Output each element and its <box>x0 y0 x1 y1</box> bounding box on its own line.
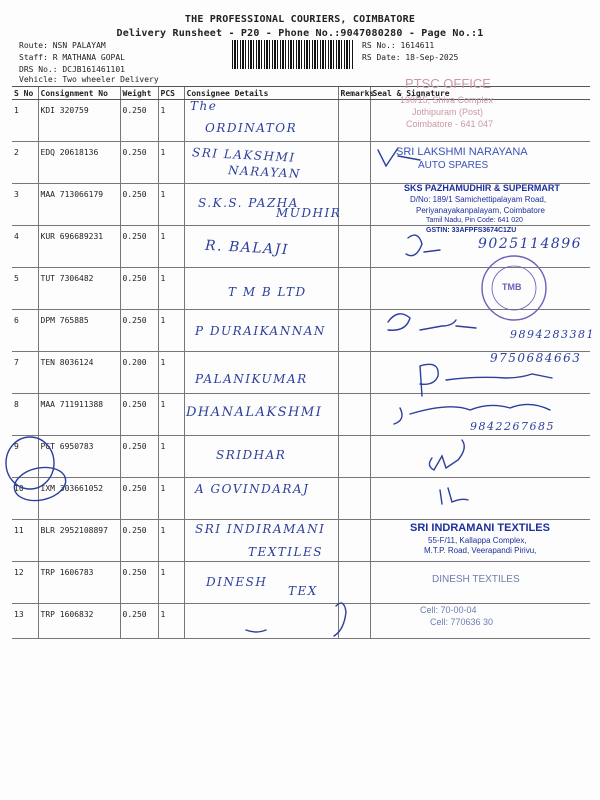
cell-consignment: BLR 2952108897 <box>38 520 120 562</box>
handwriting-row9: SRIDHAR <box>216 448 287 462</box>
cell-consignee <box>184 604 338 639</box>
cell-sno: 5 <box>12 268 38 310</box>
cell-pcs: 1 <box>158 604 184 639</box>
cell-pcs: 1 <box>158 478 184 520</box>
cell-remarks <box>338 226 370 268</box>
handwriting-row7: PALANIKUMAR <box>195 372 308 386</box>
cell-remarks <box>338 520 370 562</box>
stamp-dinesh-line2: Cell: 70-00-04 <box>420 605 477 615</box>
cell-pcs: 1 <box>158 268 184 310</box>
cell-sno: 2 <box>12 142 38 184</box>
handwriting-row3a: S.K.S. PAZHA <box>198 196 299 210</box>
stamp-sks-line3: Periyanayakanpalayam, Coimbatore <box>416 206 545 215</box>
cell-sno: 10 <box>12 478 38 520</box>
cell-pcs: 1 <box>158 142 184 184</box>
stamp-lakshmi-line2: AUTO SPARES <box>418 160 489 171</box>
handwriting-row4: R. BALAJI <box>204 237 290 259</box>
cell-weight: 0.250 <box>120 184 158 226</box>
cell-consignment: TEN 8036124 <box>38 352 120 394</box>
cell-sno: 3 <box>12 184 38 226</box>
cell-weight: 0.200 <box>120 352 158 394</box>
phone-row6: 9894283381 <box>510 328 595 341</box>
cell-remarks <box>338 436 370 478</box>
rs-date: RS Date: 18-Sep-2025 <box>362 53 459 62</box>
handwriting-row11b: TEXTILES <box>248 545 323 559</box>
rs-number: RS No.: 1614611 <box>362 41 435 50</box>
stamp-indramani-line2: 55-F/11, Kallappa Complex, <box>428 536 527 545</box>
cell-weight: 0.250 <box>120 268 158 310</box>
cell-consignment: TUT 7306482 <box>38 268 120 310</box>
cell-pcs: 1 <box>158 310 184 352</box>
cell-signature <box>370 478 590 520</box>
handwriting-row8: DHANALAKSHMI <box>186 405 323 420</box>
stamp-dinesh-line3: Cell: 770636 30 <box>430 617 494 627</box>
stamp-indramani-line1: SRI INDRAMANI TEXTILES <box>410 522 550 534</box>
stamp-sks-line5: GSTIN: 33AFPFS3674C1ZU <box>426 227 517 234</box>
barcode <box>232 40 354 69</box>
cell-consignment: MAA 711911388 <box>38 394 120 436</box>
cell-remarks <box>338 184 370 226</box>
cell-consignment: TRP 1606832 <box>38 604 120 639</box>
cell-sno: 13 <box>12 604 38 639</box>
handwriting-row10: A GOVINDARAJ <box>195 482 310 496</box>
cell-pcs: 1 <box>158 520 184 562</box>
stamp-sks-line4: Tamil Nadu, Pin Code: 641 020 <box>426 217 523 224</box>
stamp-sks-line1: SKS PAZHAMUDHIR & SUPERMART <box>404 183 560 193</box>
cell-sno: 8 <box>12 394 38 436</box>
cell-sno: 12 <box>12 562 38 604</box>
cell-remarks <box>338 352 370 394</box>
cell-remarks <box>338 562 370 604</box>
cell-pcs: 1 <box>158 436 184 478</box>
handwriting-row12b: TEX <box>288 584 318 598</box>
runsheet-title: Delivery Runsheet - P20 - Phone No.:9047080280 - Page No.:1 <box>116 28 484 39</box>
cell-remarks <box>338 604 370 639</box>
cell-remarks <box>338 310 370 352</box>
vehicle-info: Vehicle: Two wheeler Delivery <box>19 75 159 84</box>
handwriting-row1b: ORDINATOR <box>205 121 298 135</box>
stamp-lakshmi-line1: SRI LAKSHMI NARAYANA <box>396 146 528 158</box>
cell-consignment: KUR 696689231 <box>38 226 120 268</box>
header-consignee: Consignee Details <box>184 87 338 100</box>
cell-remarks <box>338 142 370 184</box>
header-weight: Weight <box>120 87 158 100</box>
cell-signature <box>370 268 590 310</box>
cell-weight: 0.250 <box>120 604 158 639</box>
cell-weight: 0.250 <box>120 394 158 436</box>
table-row <box>12 100 590 142</box>
cell-signature <box>370 436 590 478</box>
header-consignment: Consignment No <box>38 87 120 100</box>
drs-number: DRS No.: DCJB161461101 <box>19 65 125 74</box>
phone-row8: 9842267685 <box>470 420 555 433</box>
cell-sno: 6 <box>12 310 38 352</box>
cell-consignment: MAA 713066179 <box>38 184 120 226</box>
cell-consignment: KDI 320759 <box>38 100 120 142</box>
cell-pcs: 1 <box>158 184 184 226</box>
cell-weight: 0.250 <box>120 310 158 352</box>
cell-pcs: 1 <box>158 352 184 394</box>
cell-remarks <box>338 394 370 436</box>
cell-pcs: 1 <box>158 394 184 436</box>
cell-pcs: 1 <box>158 100 184 142</box>
handwriting-row6: P DURAIKANNAN <box>195 324 326 338</box>
cell-sno: 1 <box>12 100 38 142</box>
handwriting-row3b: MUDHIR <box>276 206 342 220</box>
cell-sno: 4 <box>12 226 38 268</box>
cell-remarks <box>338 100 370 142</box>
cell-consignment: IXM 303661052 <box>38 478 120 520</box>
table-row <box>12 604 590 639</box>
handwriting-row12a: DINESH <box>206 575 268 589</box>
stamp-sks-line2: D/No: 189/1 Samichettipalayam Road, <box>410 195 547 204</box>
phone-row4: 9025114896 <box>478 236 583 252</box>
cell-sno: 11 <box>12 520 38 562</box>
cell-consignment: DPM 765885 <box>38 310 120 352</box>
cell-sno: 7 <box>12 352 38 394</box>
cell-weight: 0.250 <box>120 520 158 562</box>
cell-pcs: 1 <box>158 562 184 604</box>
table-row <box>12 436 590 478</box>
handwriting-row1a: The <box>190 99 218 113</box>
cell-remarks <box>338 478 370 520</box>
company-title: THE PROFESSIONAL COURIERS, COIMBATORE <box>184 14 416 25</box>
phone-row7: 9750684663 <box>490 351 582 365</box>
handwriting-row2b: NARAYAN <box>227 163 302 181</box>
stamp-indramani-line3: M.T.P. Road, Veerapandi Pirivu, <box>424 546 537 555</box>
cell-weight: 0.250 <box>120 142 158 184</box>
stamp-office-line3: Jothipuram (Post) <box>412 107 484 117</box>
table-header-row <box>12 87 590 100</box>
cell-pcs: 1 <box>158 226 184 268</box>
staff-info: Staff: R MATHANA GOPAL <box>19 53 125 62</box>
cell-sno: 9 <box>12 436 38 478</box>
cell-weight: 0.250 <box>120 478 158 520</box>
stamp-dinesh-line1: DINESH TEXTILES <box>432 574 520 585</box>
cell-weight: 0.250 <box>120 562 158 604</box>
header-signature: Seal & Signature <box>370 87 590 100</box>
header-sno: S No <box>12 87 38 100</box>
stamp-office-line4: Coimbatore - 641 047 <box>406 119 494 129</box>
header-pcs: PCS <box>158 87 184 100</box>
stamp-office-line1: PTSC OFFICE <box>405 76 491 91</box>
cell-consignment: TRP 1606783 <box>38 562 120 604</box>
cell-consignment: EDQ 20618136 <box>38 142 120 184</box>
handwriting-row11a: SRI INDIRAMANI <box>195 522 326 536</box>
cell-remarks <box>338 268 370 310</box>
header-remarks: Remarks <box>338 87 370 100</box>
stamp-tmb-text: TMB <box>502 282 522 292</box>
stamp-office-line2: 190/15, Shiva Complex <box>400 95 494 105</box>
cell-consignment: PGT 6950783 <box>38 436 120 478</box>
cell-weight: 0.250 <box>120 226 158 268</box>
handwriting-row2a: SRI LAKSHMI <box>191 145 296 165</box>
cell-weight: 0.250 <box>120 436 158 478</box>
handwriting-row5: T M B LTD <box>228 285 307 299</box>
route-info: Route: NSN PALAYAM <box>19 41 106 50</box>
cell-weight: 0.250 <box>120 100 158 142</box>
